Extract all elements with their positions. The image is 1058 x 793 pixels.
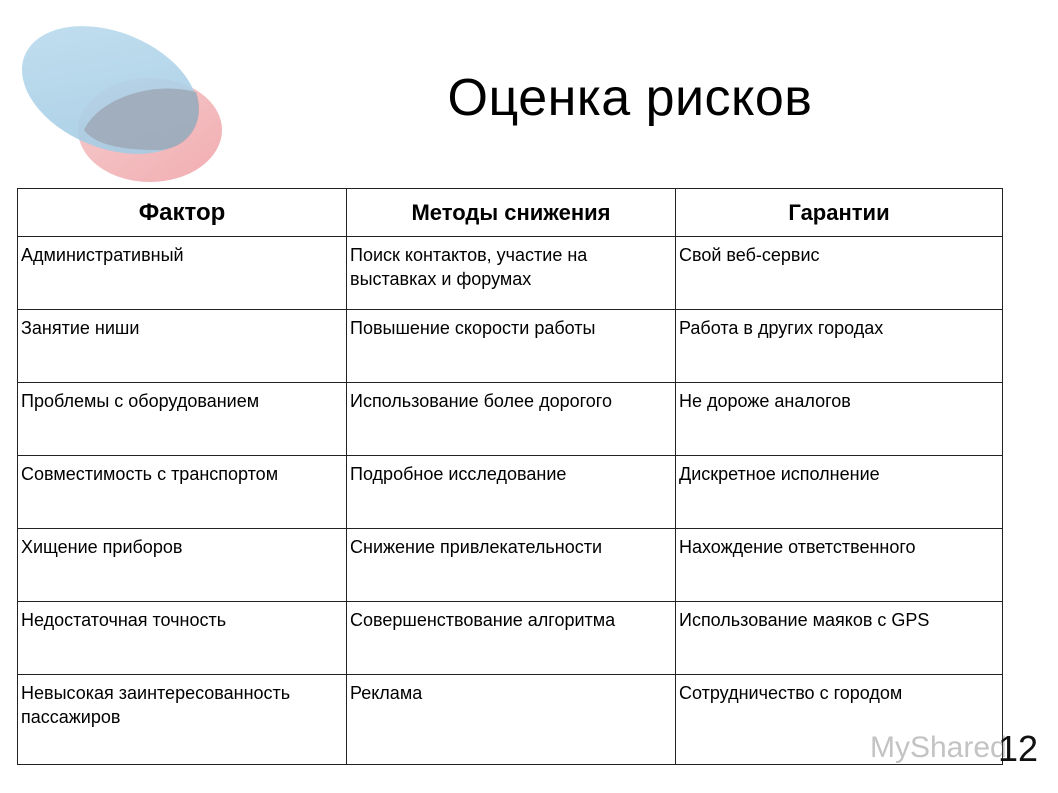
cell-factor: Занятие ниши — [18, 310, 347, 383]
cell-guarantee: Сотрудничество с городом — [676, 675, 1003, 765]
cell-guarantee: Не дороже аналогов — [676, 383, 1003, 456]
cell-method: Реклама — [347, 675, 676, 765]
header-factor: Фактор — [18, 189, 347, 237]
header-methods: Методы снижения — [347, 189, 676, 237]
cell-factor: Хищение приборов — [18, 529, 347, 602]
slide-title: Оценка рисков — [447, 69, 813, 127]
cell-factor: Проблемы с оборудованием — [18, 383, 347, 456]
cell-method: Снижение привлекательности — [347, 529, 676, 602]
table-row — [18, 529, 1003, 602]
risk-table — [17, 188, 1003, 765]
cell-method: Подробное исследование — [347, 456, 676, 529]
table-row — [18, 456, 1003, 529]
cell-guarantee: Свой веб-сервис — [676, 237, 1003, 310]
table-row — [18, 602, 1003, 675]
table-row — [18, 383, 1003, 456]
decorative-ellipses-logo — [0, 0, 230, 190]
cell-method: Совершенствование алгоритма — [347, 602, 676, 675]
table-row — [18, 310, 1003, 383]
table-row — [18, 675, 1003, 765]
cell-guarantee: Использование маяков с GPS — [676, 602, 1003, 675]
table-header-row — [18, 189, 1003, 237]
cell-method: Повышение скорости работы — [347, 310, 676, 383]
cell-factor: Совместимость с транспортом — [18, 456, 347, 529]
cell-factor: Недостаточная точность — [18, 602, 347, 675]
page-number: 12 — [998, 728, 1039, 769]
cell-guarantee: Нахождение ответственного — [676, 529, 1003, 602]
cell-guarantee: Работа в других городах — [676, 310, 1003, 383]
cell-factor: Невысокая заинтересованность пассажиров — [18, 675, 347, 765]
cell-guarantee: Дискретное исполнение — [676, 456, 1003, 529]
cell-factor: Административный — [18, 237, 347, 310]
myshared-watermark — [866, 728, 1006, 768]
cell-method: Поиск контактов, участие на выставках и форумах — [347, 237, 676, 310]
cell-method: Использование более дорогого — [347, 383, 676, 456]
header-guarantees: Гарантии — [676, 189, 1003, 237]
table-row — [18, 237, 1003, 310]
watermark-text: MyShared — [870, 731, 1007, 764]
